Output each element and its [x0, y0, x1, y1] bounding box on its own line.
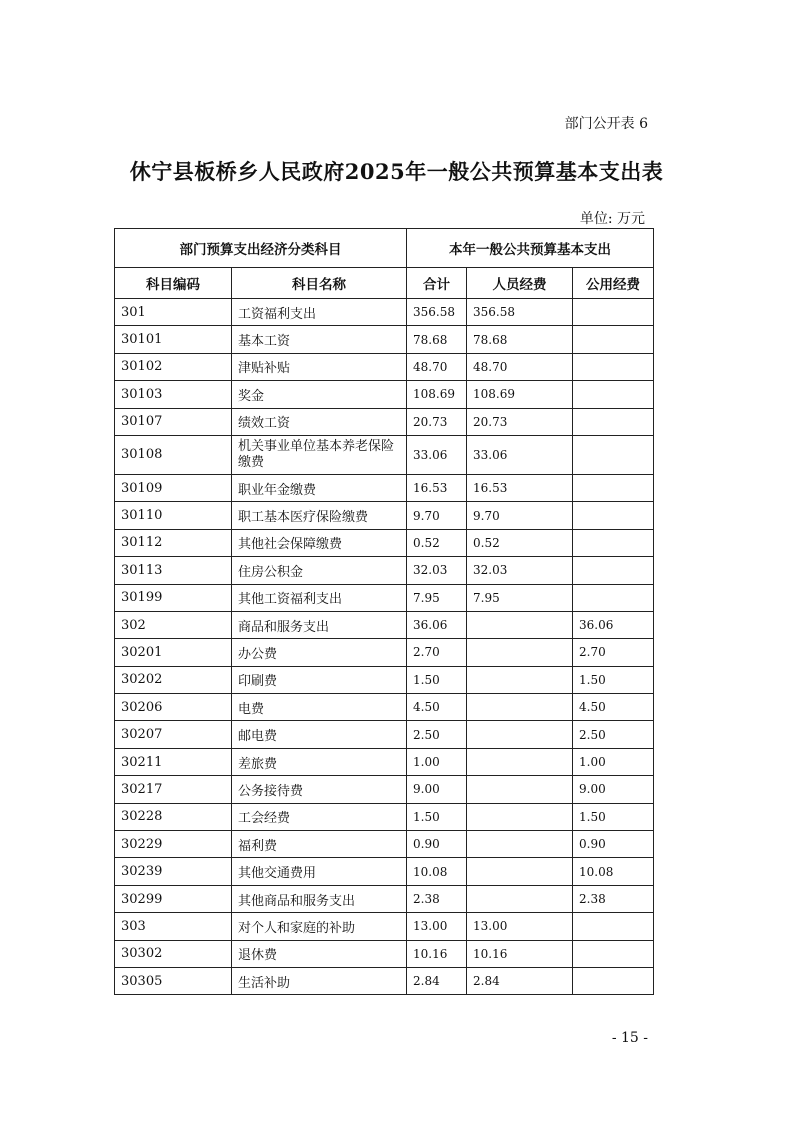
cell-name: 办公费	[232, 639, 407, 666]
cell-name: 其他商品和服务支出	[232, 885, 407, 912]
cell-code: 303	[115, 913, 232, 940]
cell-total: 7.95	[407, 584, 467, 611]
cell-public	[573, 940, 654, 967]
column-header-name: 科目名称	[232, 268, 407, 299]
cell-public	[573, 529, 654, 556]
cell-name: 工资福利支出	[232, 299, 407, 326]
cell-name: 退休费	[232, 940, 407, 967]
cell-public	[573, 502, 654, 529]
cell-name: 工会经费	[232, 803, 407, 830]
table-row	[115, 353, 654, 380]
cell-personnel: 0.52	[467, 529, 573, 556]
cell-name: 职工基本医疗保险缴费	[232, 502, 407, 529]
cell-code: 30239	[115, 858, 232, 885]
column-header-total: 合计	[407, 268, 467, 299]
cell-total: 1.50	[407, 803, 467, 830]
cell-personnel: 2.84	[467, 967, 573, 994]
cell-name: 商品和服务支出	[232, 611, 407, 638]
cell-personnel	[467, 803, 573, 830]
cell-total: 4.50	[407, 694, 467, 721]
cell-name: 其他交通费用	[232, 858, 407, 885]
table-row	[115, 435, 654, 474]
cell-code: 30107	[115, 408, 232, 435]
cell-personnel	[467, 885, 573, 912]
cell-total: 0.52	[407, 529, 467, 556]
cell-name: 职业年金缴费	[232, 474, 407, 501]
table-row	[115, 557, 654, 584]
cell-public	[573, 353, 654, 380]
cell-total: 2.38	[407, 885, 467, 912]
table-row	[115, 721, 654, 748]
cell-code: 30102	[115, 353, 232, 380]
cell-code: 301	[115, 299, 232, 326]
cell-personnel	[467, 858, 573, 885]
cell-public: 36.06	[573, 611, 654, 638]
cell-public: 4.50	[573, 694, 654, 721]
table-row	[115, 776, 654, 803]
cell-code: 30206	[115, 694, 232, 721]
table-row	[115, 639, 654, 666]
cell-code: 30211	[115, 748, 232, 775]
cell-name: 奖金	[232, 381, 407, 408]
cell-public	[573, 326, 654, 353]
budget-table	[114, 228, 654, 995]
cell-code: 30110	[115, 502, 232, 529]
cell-personnel	[467, 666, 573, 693]
cell-total: 48.70	[407, 353, 467, 380]
table-row	[115, 666, 654, 693]
cell-public: 2.70	[573, 639, 654, 666]
cell-name: 生活补助	[232, 967, 407, 994]
cell-total: 0.90	[407, 831, 467, 858]
cell-public: 2.50	[573, 721, 654, 748]
cell-personnel	[467, 776, 573, 803]
table-row	[115, 611, 654, 638]
cell-total: 1.00	[407, 748, 467, 775]
cell-total: 36.06	[407, 611, 467, 638]
cell-code: 30229	[115, 831, 232, 858]
column-header-code: 科目编码	[115, 268, 232, 299]
cell-personnel: 78.68	[467, 326, 573, 353]
cell-personnel	[467, 611, 573, 638]
cell-code: 30299	[115, 885, 232, 912]
table-row	[115, 529, 654, 556]
table-row	[115, 326, 654, 353]
cell-personnel	[467, 721, 573, 748]
cell-public	[573, 299, 654, 326]
cell-code: 30201	[115, 639, 232, 666]
cell-public: 9.00	[573, 776, 654, 803]
table-row	[115, 803, 654, 830]
cell-code: 30103	[115, 381, 232, 408]
cell-code: 30202	[115, 666, 232, 693]
cell-name: 电费	[232, 694, 407, 721]
cell-code: 30112	[115, 529, 232, 556]
cell-name: 绩效工资	[232, 408, 407, 435]
cell-code: 30109	[115, 474, 232, 501]
cell-name: 其他工资福利支出	[232, 584, 407, 611]
cell-total: 9.70	[407, 502, 467, 529]
cell-public: 1.00	[573, 748, 654, 775]
cell-code: 30113	[115, 557, 232, 584]
cell-total: 16.53	[407, 474, 467, 501]
cell-name: 住房公积金	[232, 557, 407, 584]
table-row	[115, 748, 654, 775]
cell-personnel: 33.06	[467, 435, 573, 474]
cell-total: 10.16	[407, 940, 467, 967]
cell-public: 1.50	[573, 666, 654, 693]
cell-personnel: 32.03	[467, 557, 573, 584]
cell-personnel: 48.70	[467, 353, 573, 380]
page-number: - 15 -	[611, 1030, 648, 1046]
cell-public	[573, 408, 654, 435]
cell-total: 13.00	[407, 913, 467, 940]
cell-total: 78.68	[407, 326, 467, 353]
table-row	[115, 858, 654, 885]
cell-public	[573, 435, 654, 474]
table-row	[115, 408, 654, 435]
cell-personnel	[467, 639, 573, 666]
cell-code: 30101	[115, 326, 232, 353]
cell-code: 30207	[115, 721, 232, 748]
cell-personnel: 7.95	[467, 584, 573, 611]
cell-total: 32.03	[407, 557, 467, 584]
cell-name: 邮电费	[232, 721, 407, 748]
cell-total: 1.50	[407, 666, 467, 693]
cell-code: 30199	[115, 584, 232, 611]
cell-total: 10.08	[407, 858, 467, 885]
cell-public	[573, 967, 654, 994]
cell-personnel	[467, 831, 573, 858]
cell-public: 0.90	[573, 831, 654, 858]
cell-public	[573, 584, 654, 611]
cell-name: 其他社会保障缴费	[232, 529, 407, 556]
cell-public: 10.08	[573, 858, 654, 885]
cell-personnel	[467, 748, 573, 775]
group-header-basic-expenditure: 本年一般公共预算基本支出	[407, 229, 654, 268]
cell-name: 津贴补贴	[232, 353, 407, 380]
cell-total: 33.06	[407, 435, 467, 474]
cell-code: 30217	[115, 776, 232, 803]
table-row	[115, 299, 654, 326]
cell-personnel: 10.16	[467, 940, 573, 967]
cell-total: 2.84	[407, 967, 467, 994]
cell-name: 印刷费	[232, 666, 407, 693]
cell-personnel	[467, 694, 573, 721]
cell-personnel: 16.53	[467, 474, 573, 501]
cell-public	[573, 474, 654, 501]
table-row	[115, 913, 654, 940]
table-row	[115, 474, 654, 501]
cell-code: 30305	[115, 967, 232, 994]
cell-personnel: 356.58	[467, 299, 573, 326]
table-body	[115, 299, 654, 995]
cell-public: 1.50	[573, 803, 654, 830]
group-header-classification: 部门预算支出经济分类科目	[115, 229, 407, 268]
table-row	[115, 967, 654, 994]
cell-personnel: 108.69	[467, 381, 573, 408]
table-row	[115, 694, 654, 721]
unit-label: 单位: 万元	[579, 211, 645, 227]
table-row	[115, 885, 654, 912]
table-row	[115, 831, 654, 858]
table-row	[115, 940, 654, 967]
cell-code: 30108	[115, 435, 232, 474]
cell-personnel: 13.00	[467, 913, 573, 940]
cell-code: 302	[115, 611, 232, 638]
cell-name: 基本工资	[232, 326, 407, 353]
column-header-personnel: 人员经费	[467, 268, 573, 299]
cell-total: 108.69	[407, 381, 467, 408]
cell-name: 公务接待费	[232, 776, 407, 803]
cell-total: 20.73	[407, 408, 467, 435]
cell-total: 2.70	[407, 639, 467, 666]
page-title: 休宁县板桥乡人民政府2025年一般公共预算基本支出表	[129, 159, 664, 184]
cell-personnel: 9.70	[467, 502, 573, 529]
cell-personnel: 20.73	[467, 408, 573, 435]
cell-name: 机关事业单位基本养老保险缴费	[232, 435, 407, 474]
table-row	[115, 584, 654, 611]
cell-total: 2.50	[407, 721, 467, 748]
cell-public	[573, 913, 654, 940]
column-header-public: 公用经费	[573, 268, 654, 299]
cell-name: 福利费	[232, 831, 407, 858]
cell-code: 30302	[115, 940, 232, 967]
table-row	[115, 502, 654, 529]
cell-name: 差旅费	[232, 748, 407, 775]
cell-public	[573, 381, 654, 408]
table-row	[115, 381, 654, 408]
cell-total: 356.58	[407, 299, 467, 326]
cell-total: 9.00	[407, 776, 467, 803]
cell-code: 30228	[115, 803, 232, 830]
cell-public	[573, 557, 654, 584]
cell-name: 对个人和家庭的补助	[232, 913, 407, 940]
table-label: 部门公开表 6	[564, 116, 648, 132]
cell-public: 2.38	[573, 885, 654, 912]
